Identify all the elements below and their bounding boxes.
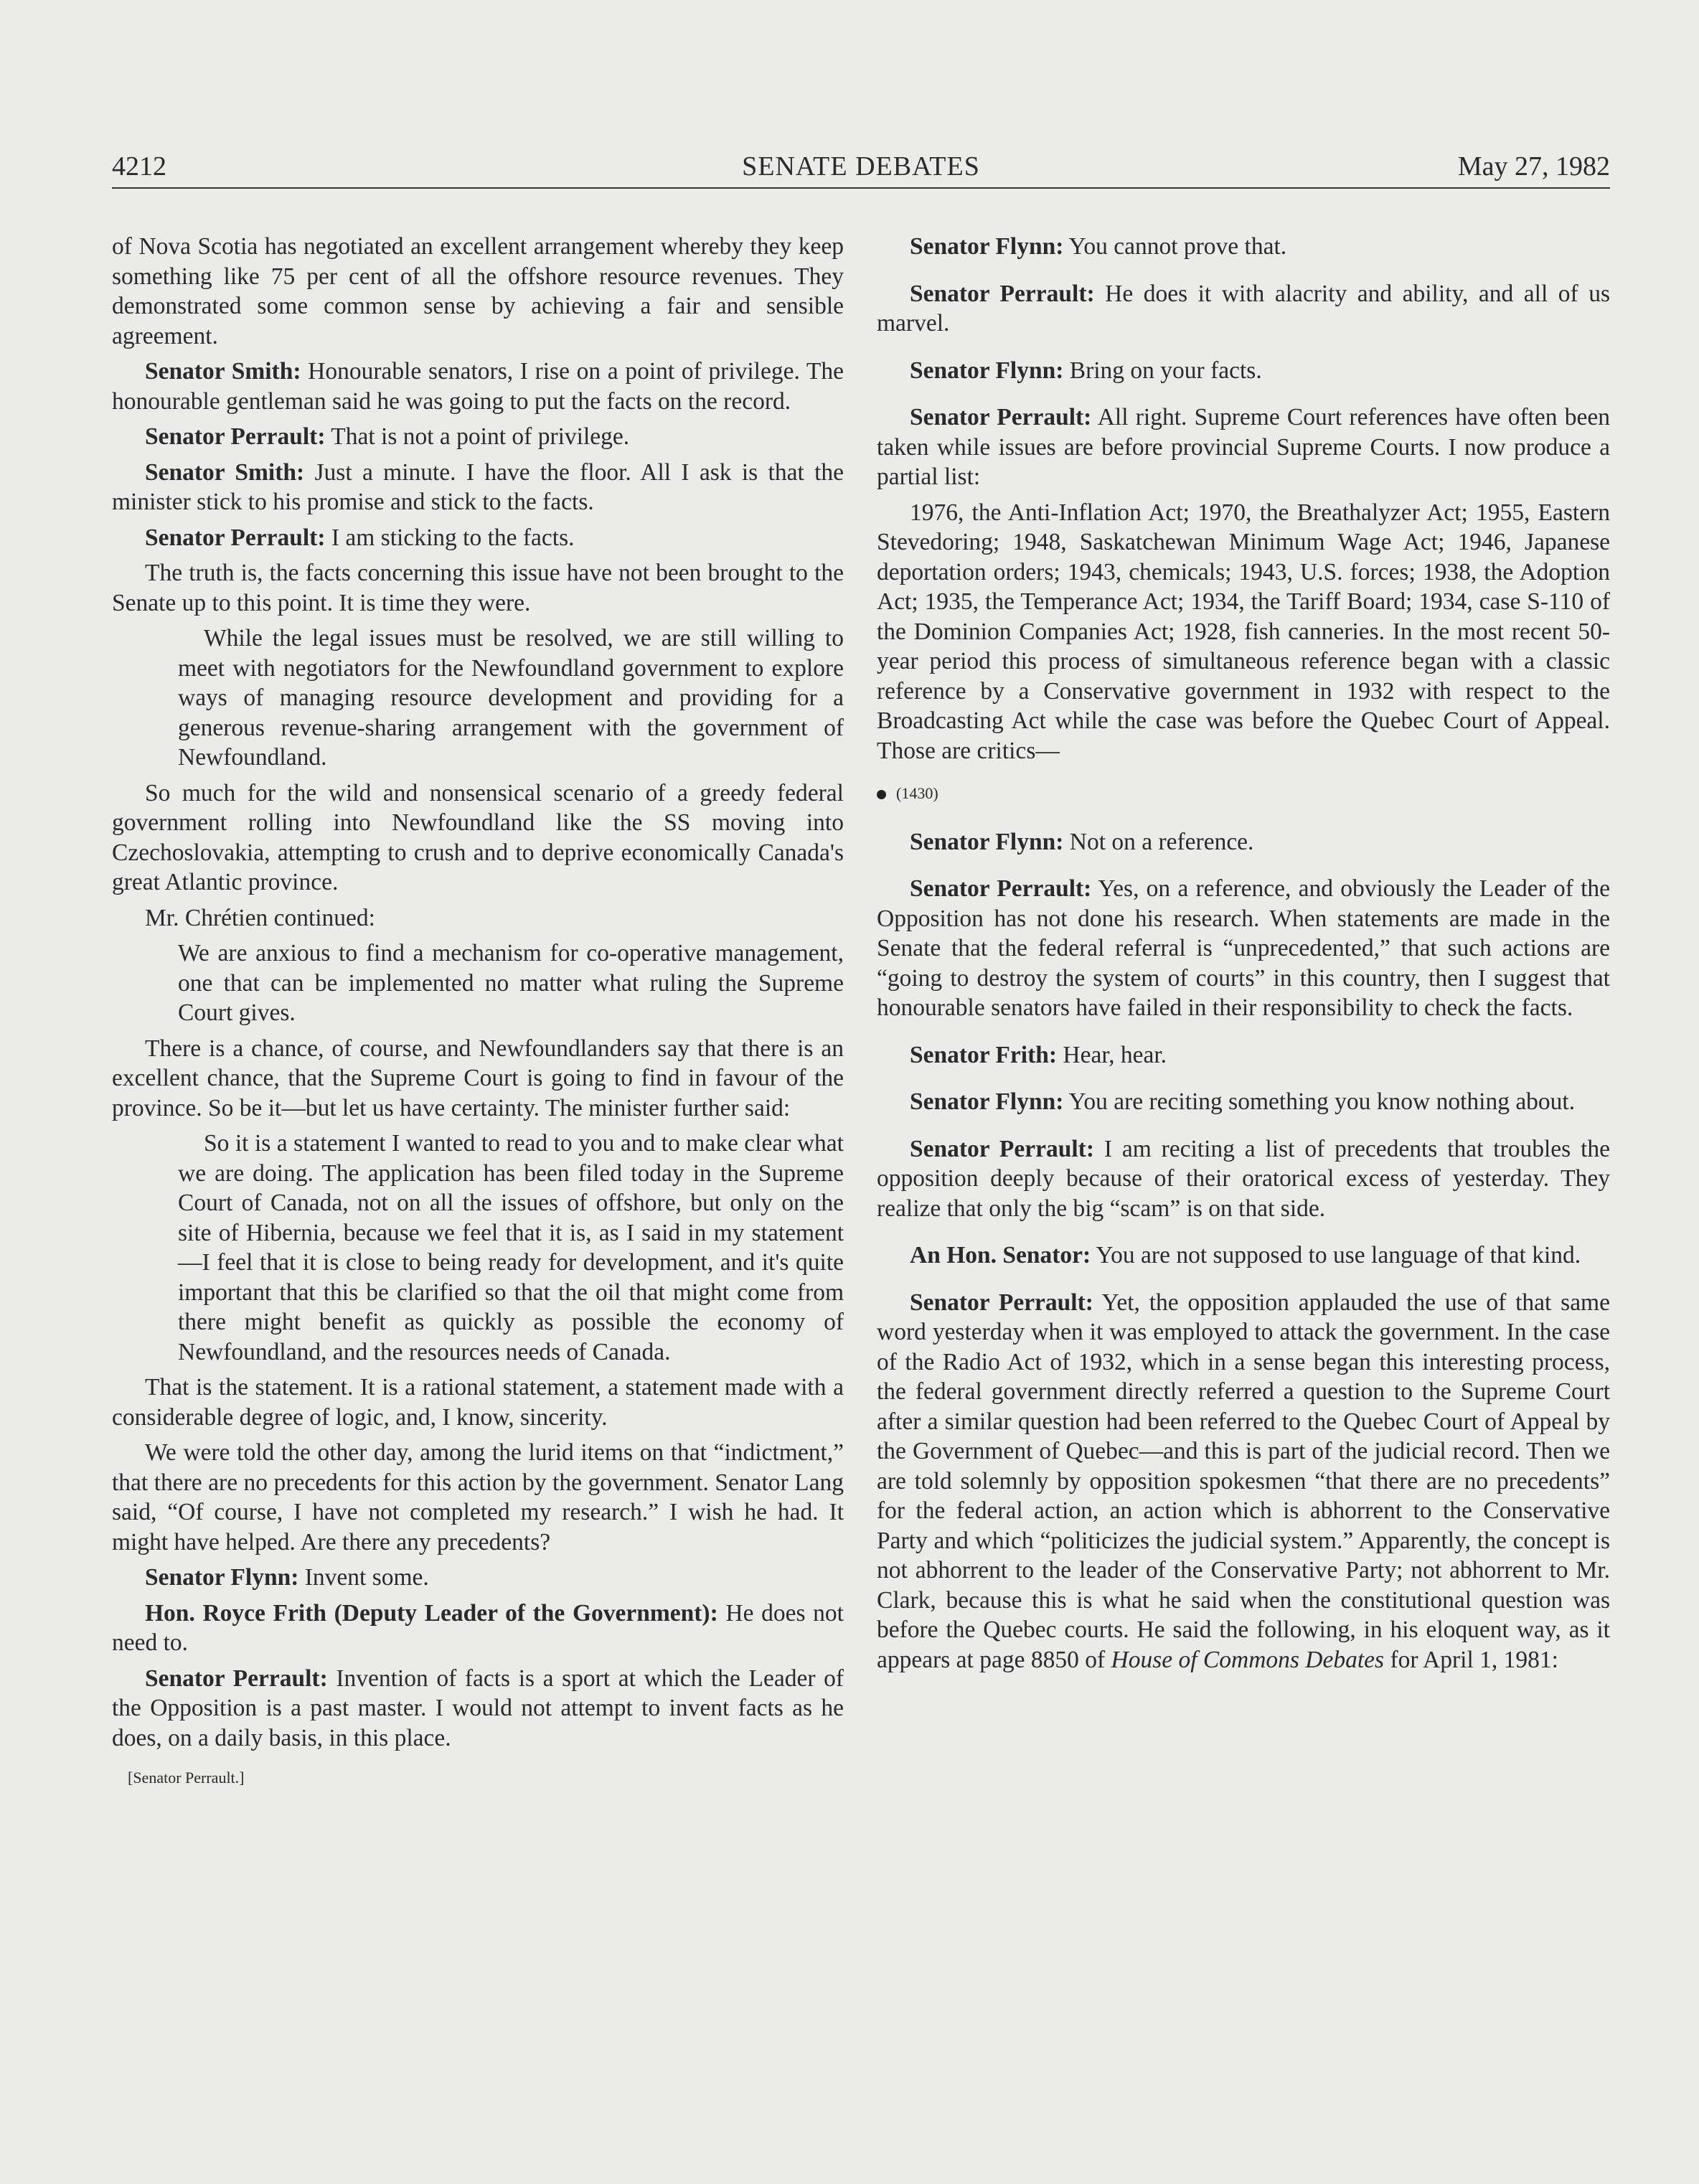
speaker: Senator Perrault: xyxy=(910,280,1095,307)
time-marker-label: (1430) xyxy=(896,784,938,802)
speech-text: Yet, the opposition applauded the use of that same word yesterday when it was employed to attack the government. In the case of the Radio Act of 1932, which in a sense began this interesting process, the federal government directly referred a question to the Supreme Court after a similar question had been referred to the Quebec Court of Appeal by the Government of Quebec—and this is part of the judicial record. Then we are told solemnly by opposition spokesmen “that there are no precedents” for the federal action, an action which is abhorrent to the Conservative Party and which “politicizes the judicial system.” Apparently, the concept is not abhorrent to the leader of the Conservative Party; not abhorrent to Mr. Clark, because this is what he said when the constitutional question was before the Quebec courts. He said the following, in his eloquent way, as it appears at page 8850 of xyxy=(877,1289,1610,1673)
speech-text: Bring on your facts. xyxy=(1063,357,1262,384)
speaker-footnote: [Senator Perrault.] xyxy=(128,1769,245,1787)
speech-text: I am sticking to the facts. xyxy=(325,524,575,551)
speaker: Senator Flynn: xyxy=(910,357,1064,384)
speech xyxy=(877,874,1610,1023)
paragraph: of Nova Scotia has negotiated an excellent arrangement whereby they keep something like 75 per cent of all the offshore resource revenues. They demonstrated some common sense by achieving a fair and sensible agreement. xyxy=(112,233,844,349)
speech xyxy=(877,1087,1610,1117)
speaker: An Hon. Senator: xyxy=(910,1242,1091,1268)
speech-text: You are reciting something you know nothing about. xyxy=(1063,1088,1576,1115)
speech-text: All right. Supreme Court references have often been taken while issues are before provincial Supreme Courts. I now produce a partial list: xyxy=(877,404,1610,490)
speech xyxy=(112,1664,844,1754)
speaker: Senator Flynn: xyxy=(910,828,1064,855)
paragraph: We were told the other day, among the lurid items on that “indictment,” that there are no precedents for this action by the government. Senator Lang said, “Of course, I have not completed my research.” I wish he had. It might have helped. Are there any precedents? xyxy=(112,1439,844,1555)
speech-text: Invention of facts is a sport at which the Leader of the Opposition is a past master. I would not attempt to invent facts as he does, on a daily basis, in this place. xyxy=(112,1665,844,1751)
block-quote: While the legal issues must be resolved, we are still willing to meet with negotiators for the Newfoundland government to explore ways of managing resource development and providing for a generous revenue-sharing arrangement with the government of Newfoundland. xyxy=(178,625,844,771)
speech-text: You are not supposed to use language of that kind. xyxy=(1091,1242,1581,1268)
right-column xyxy=(877,232,1610,1680)
publication-title: SENATE DEBATES xyxy=(742,151,980,182)
speaker: Senator Flynn: xyxy=(910,233,1064,260)
speech xyxy=(877,1040,1610,1070)
speech xyxy=(112,1563,844,1593)
paragraph: Mr. Chrétien continued: xyxy=(145,904,375,931)
speaker: Senator Perrault: xyxy=(145,423,326,450)
speaker: Senator Perrault: xyxy=(145,1665,328,1692)
speaker: Hon. Royce Frith (Deputy Leader of the Government): xyxy=(145,1599,718,1627)
speaker: Senator Perrault: xyxy=(145,524,326,551)
speaker: Senator Perrault: xyxy=(910,875,1092,902)
left-column xyxy=(112,232,844,1793)
speech-text: I am reciting a list of precedents that troubles the opposition deeply because of their oratorical excess of yesterday. They realize that only the big “scam” is on that side. xyxy=(877,1135,1610,1222)
speech xyxy=(877,403,1610,492)
speech-text: He does it with alacrity and ability, and all of us marvel. xyxy=(877,280,1610,336)
speech-text: Yes, on a reference, and obviously the Leader of the Opposition has not done his research. When statements are made in the Senate that the federal referral is “unprecedented,” that such actions are “going to destroy the system of courts” in this country, then I suggest that honourable senators have failed in their responsibility to check the facts. xyxy=(877,875,1610,1021)
speech-text: Hear, hear. xyxy=(1057,1041,1167,1068)
bullet-icon xyxy=(877,790,886,799)
precedent-list: 1976, the Anti-Inflation Act; 1970, the Breathalyzer Act; 1955, Eastern Stevedoring; 1948, Saskatchewan Minimum Wage Act; 1946, Japanese deportation orders; 1943, chemicals; 1943, U.S. forces; 1938, the Adoption Act; 1935, the Temperance Act; 1934, the Tariff Board; 1934, case S-110 of the Dominion Companies Act; 1928, fish canneries. In the most recent 50-year period this process of simultaneous reference began with a classic reference by a Conservative government in 1932 with respect to the Broadcasting Act while the case was before the Quebec Court of Appeal. Those are critics— xyxy=(877,499,1610,764)
citation-title: House of Commons Debates xyxy=(1111,1646,1385,1673)
speaker: Senator Frith: xyxy=(910,1041,1058,1068)
speech-text: You cannot prove that. xyxy=(1063,233,1287,260)
speaker: Senator Perrault: xyxy=(910,404,1092,430)
speaker: Senator Smith: xyxy=(145,358,301,385)
paragraph: So much for the wild and nonsensical scenario of a greedy federal government rolling into Newfoundland like the SS moving into Czechoslovakia, attempting to crush and to deprive economically Canada's great Atlantic province. xyxy=(112,779,844,895)
speech xyxy=(877,279,1610,339)
speaker: Senator Perrault: xyxy=(910,1135,1094,1162)
speech-text: Invent some. xyxy=(298,1564,429,1591)
paragraph: There is a chance, of course, and Newfoundlanders say that there is an excellent chance, that the Supreme Court is going to find in favour of the province. So be it—but let us have certainty. The minister further said: xyxy=(112,1035,844,1121)
speaker: Senator Flynn: xyxy=(145,1564,299,1591)
paragraph: The truth is, the facts concerning this issue have not been brought to the Senate up to this point. It is time they were. xyxy=(112,560,844,616)
speech xyxy=(112,1599,844,1658)
speech xyxy=(877,356,1610,386)
speaker: Senator Smith: xyxy=(145,458,305,486)
speech-text: Not on a reference. xyxy=(1063,828,1254,855)
speech xyxy=(112,523,844,553)
paragraph: That is the statement. It is a rational statement, a statement made with a considerable degree of logic, and, I know, sincerity. xyxy=(112,1374,844,1431)
block-quote: We are anxious to find a mechanism for co-operative management, one that can be implemented no matter what ruling the Supreme Court gives. xyxy=(178,940,844,1026)
speaker: Senator Perrault: xyxy=(910,1289,1093,1316)
speech xyxy=(112,422,844,452)
speech xyxy=(112,357,844,416)
speech xyxy=(877,1288,1610,1675)
speech xyxy=(112,458,844,517)
page-number: 4212 xyxy=(112,151,166,182)
speech xyxy=(877,232,1610,262)
speech-text: That is not a point of privilege. xyxy=(325,423,630,450)
speech xyxy=(877,1241,1610,1271)
speech-text: Honourable senators, I rise on a point of privilege. The honourable gentleman said he was going to put the facts on the record. xyxy=(112,358,844,415)
issue-date: May 27, 1982 xyxy=(1457,151,1610,182)
page-header xyxy=(112,146,1610,189)
speaker: Senator Flynn: xyxy=(910,1088,1064,1115)
speech-text: He does not need to. xyxy=(112,1599,844,1656)
speech xyxy=(877,1134,1610,1224)
speech-text-end: for April 1, 1981: xyxy=(1384,1646,1558,1673)
block-quote: So it is a statement I wanted to read to you and to make clear what we are doing. The application has been filed today in the Supreme Court of Canada, not on all the issues of offshore, but only on the site of Hibernia, because we feel that it is, as I said in my statement—I feel that it is close to being ready for development, and it's quite important that this be clarified so that the oil that might come from there might benefit as quickly as possible the economy of Newfoundland, and the resources needs of Canada. xyxy=(178,1130,844,1365)
speech xyxy=(877,827,1610,857)
time-marker xyxy=(877,778,1610,809)
speech-text: Just a minute. I have the floor. All I ask is that the minister stick to his promise and stick to the facts. xyxy=(112,458,844,515)
